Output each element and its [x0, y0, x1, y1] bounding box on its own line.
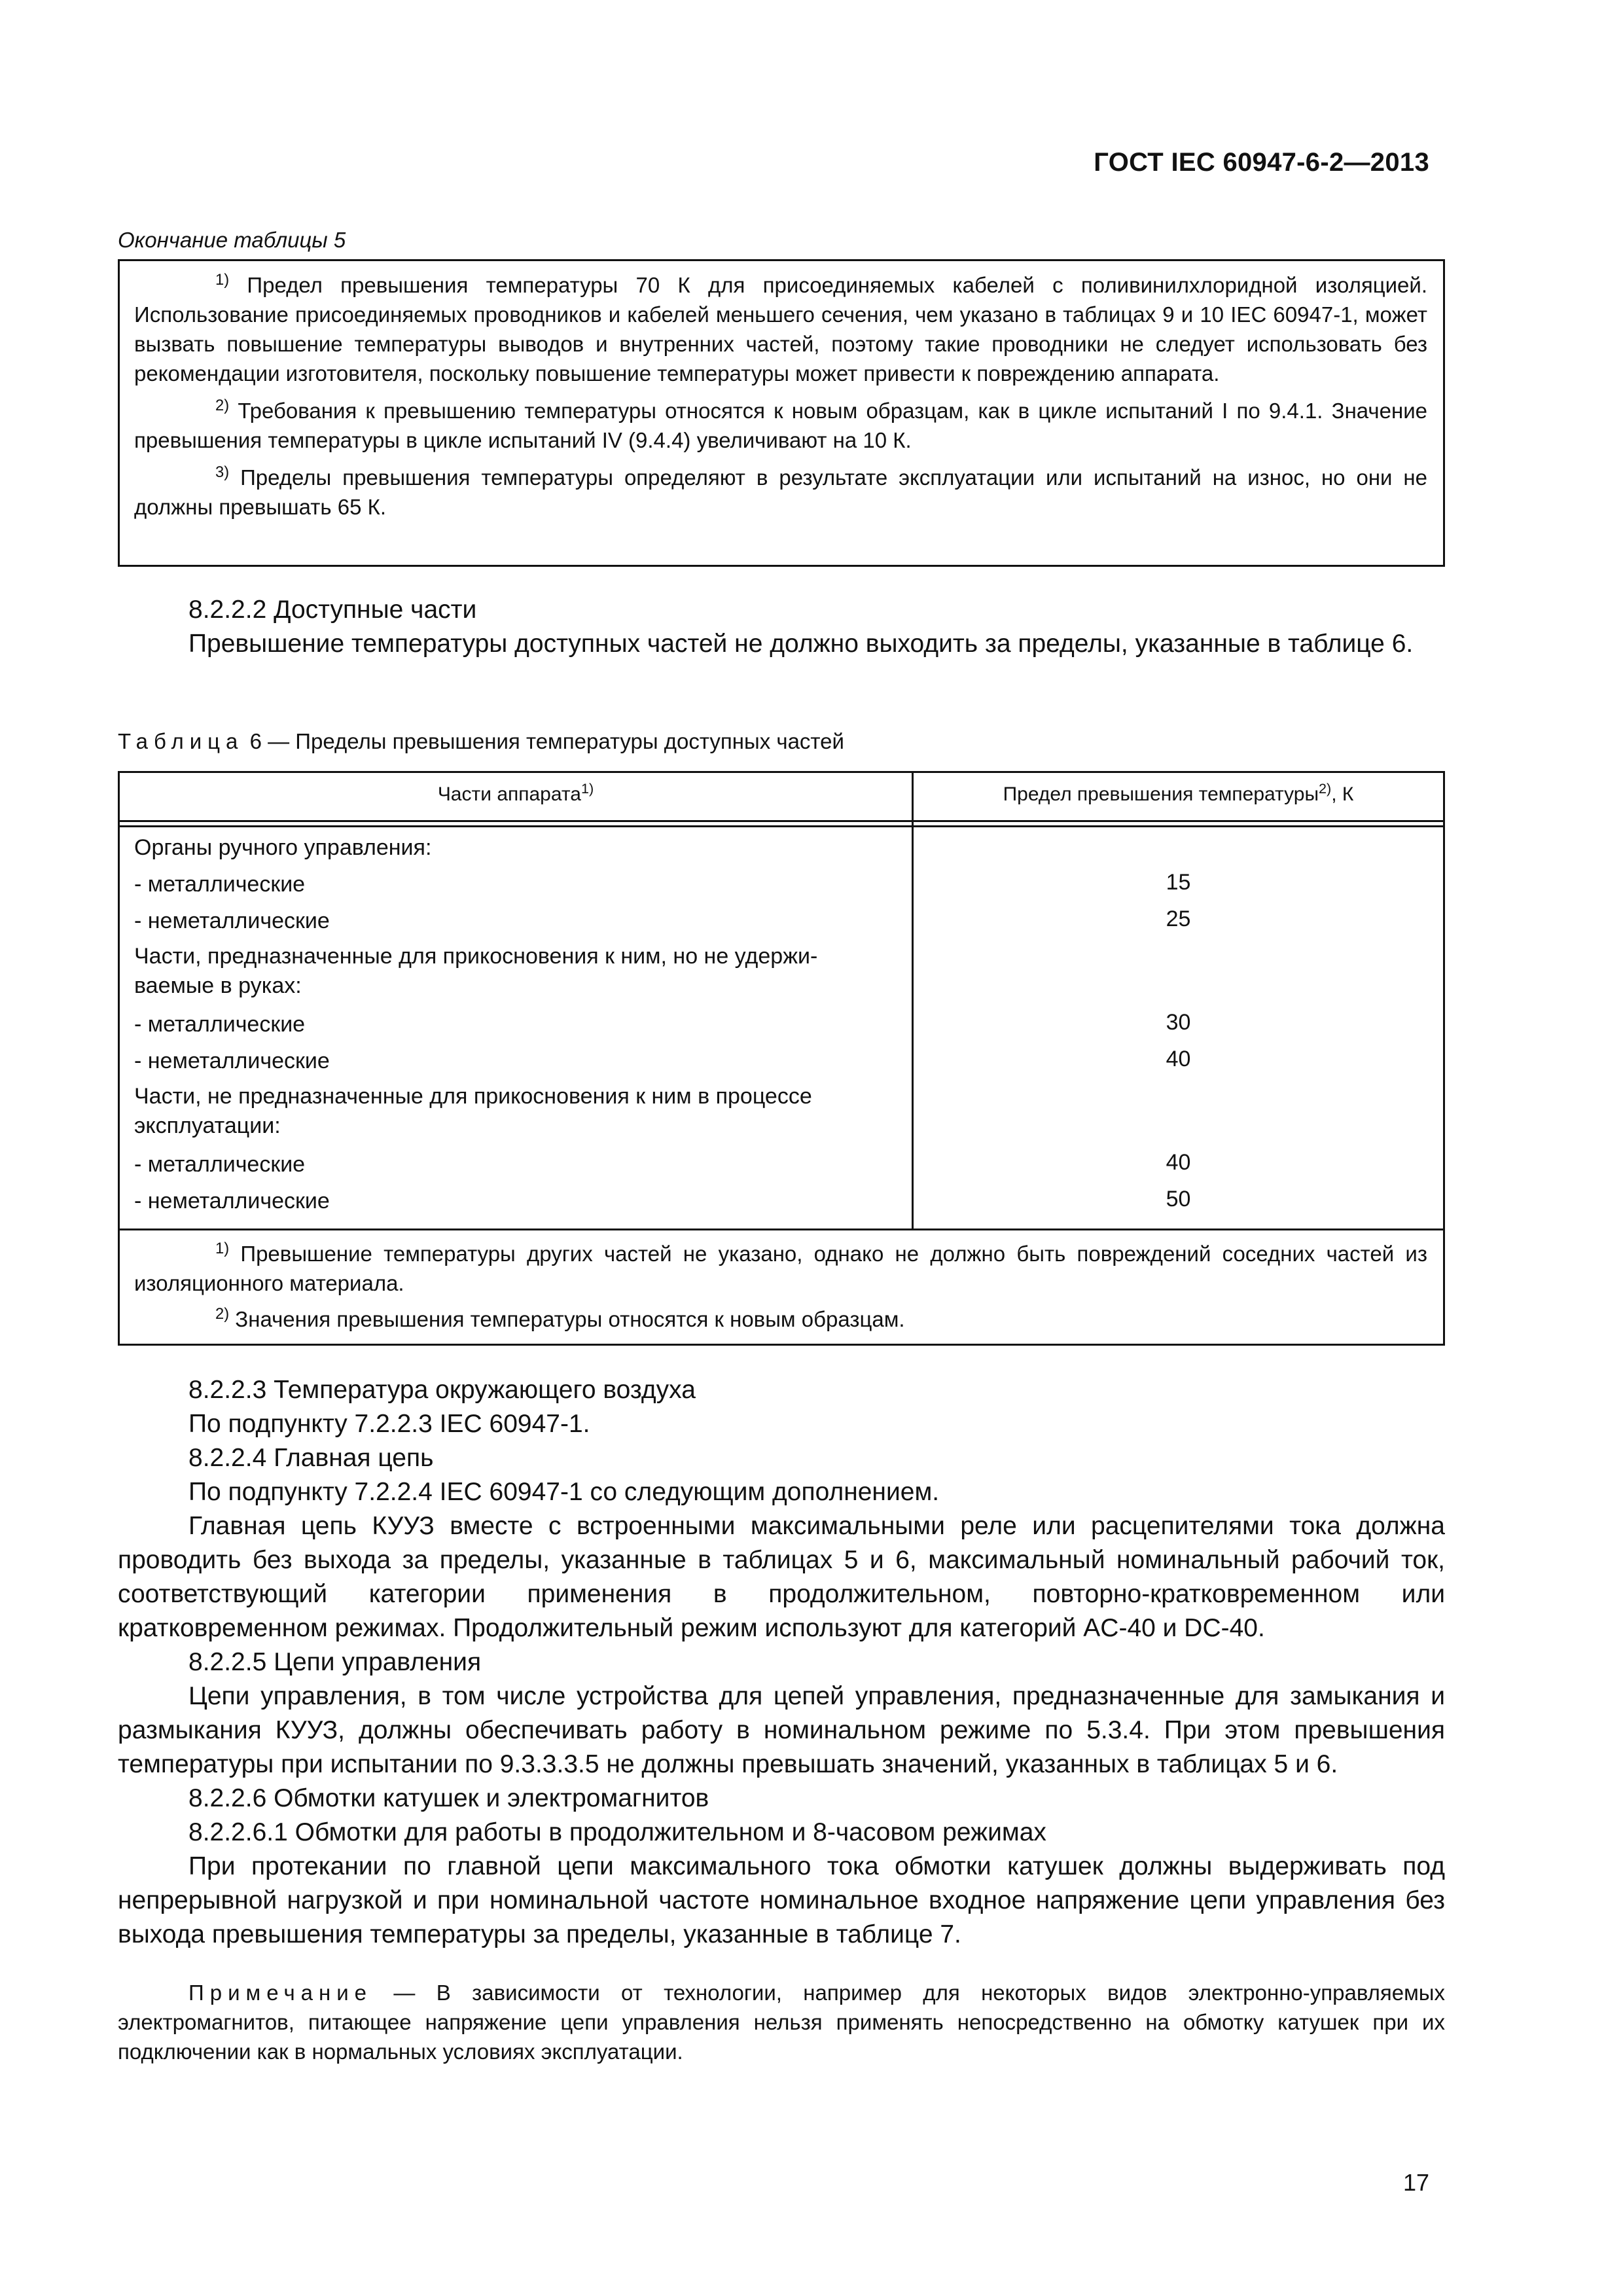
table5-note-3: $^{3)}$ Пределы превышения температуры определяют в результате эксплуатации или испытаний на износ, но они не должны превышать 65 К. [134, 463, 1428, 519]
section-heading: 8.2.2.4 Главная цепь [188, 1444, 434, 1472]
column-header-parts: Части аппарата$^{1)}$ [437, 780, 594, 805]
header-divider [120, 820, 1443, 822]
row-value: 40 [1166, 1047, 1191, 1071]
row-label: - металлические [134, 1152, 306, 1177]
paragraph: При протекании по главной цепи максимального тока обмотки катушек должны выдерживать под непрерывной нагрузкой и при номинальной частоте номинальное входное напряжение цепи управления без выхода превышения температуры за пределы, указанные в таблице 7. [118, 1852, 1445, 1948]
row-value: 25 [1166, 906, 1191, 931]
row-value: 50 [1166, 1187, 1191, 1211]
row-group-label: Части, не предназначенные для прикосновения к ним в процессе эксплуатации: [134, 1084, 812, 1138]
sections-8223-8226 [118, 1373, 1445, 1952]
document-code: ГОСТ IEC 60947-6-2—2013 [1094, 148, 1429, 177]
row-group-label: Органы ручного управления: [134, 835, 432, 860]
column-header-limit: Предел превышения температуры$^{2)}$, К [1003, 780, 1354, 805]
row-value: 15 [1166, 870, 1191, 895]
paragraph: По подпункту 7.2.2.3 IEC 60947-1. [188, 1410, 590, 1438]
note-label: Примечание [188, 1981, 373, 2005]
note [118, 1978, 1445, 2066]
section-heading: 8.2.2.3 Температура окружающего воздуха [188, 1376, 696, 1404]
page-number: 17 [1402, 2169, 1429, 2196]
paragraph: Цепи управления, в том числе устройства для цепей управления, предназначенные для замыкания и размыкания КУУЗ, должны обеспечивать работу в номинальном режиме по 5.3.4. При этом превышения температуры при испытании по 9.3.3.3.5 не должны превышать значений, указанных в таблицах 5 и 6. [118, 1682, 1445, 1778]
section-heading: 8.2.2.2 Доступные части [188, 596, 477, 624]
section-heading: 8.2.2.6.1 Обмотки для работы в продолжительном и 8-часовом режимах [188, 1818, 1046, 1846]
note-text: — В зависимости от технологии, например для некоторых видов электронно-управляемых электромагнитов, питающее напряжение цепи управления нельзя применять непосредственно на обмотку катушек при их подключении как в нормальных условиях эксплуатации. [118, 1981, 1445, 2064]
paragraph: Главная цепь КУУЗ вместе с встроенными максимальными реле или расцепителями тока должна проводить без выхода за пределы, указанные в таблицах 5 и 6, максимальный номинальный рабочий ток, соответствующий категории применения в продолжительном, повторно-кратковременном или кратковременном режимах. Продолжительный режим используют для категорий AC-40 и DC-40. [118, 1512, 1445, 1642]
row-value: 30 [1166, 1010, 1191, 1035]
footnote-divider [120, 1229, 1443, 1230]
table6-footnotes [134, 1239, 1427, 1340]
table6 [118, 771, 1445, 1346]
section-heading: 8.2.2.6 Обмотки катушек и электромагнитов [188, 1784, 709, 1812]
section-8222 [118, 593, 1445, 661]
row-label: - неметаллические [134, 1049, 330, 1073]
section-heading: 8.2.2.5 Цепи управления [188, 1648, 482, 1676]
table5-notes-box [118, 259, 1445, 567]
header-divider-double [120, 825, 1443, 827]
row-value: 40 [1166, 1150, 1191, 1175]
row-label: - неметаллические [134, 908, 330, 933]
table-continuation-label: Окончание таблицы 5 [118, 228, 346, 252]
table6-footnote-2: $^{2)}$ Значения превышения температуры относятся к новым образцам. [215, 1305, 905, 1331]
row-label: - металлические [134, 872, 306, 897]
table6-caption: Таблица 6 — Пределы превышения температуры доступных частей [118, 729, 844, 753]
row-label: - неметаллические [134, 1189, 330, 1213]
table5-note-2: $^{2)}$ Требования к превышению температуры относятся к новым образцам, как в цикле испытаний I по 9.4.1. Значение превышения температуры в цикле испытаний IV (9.4.4) увеличивают на 10 К. [134, 397, 1427, 452]
row-label: - металлические [134, 1012, 306, 1037]
row-group-label: Части, предназначенные для прикосновения к ним, но не удержи- ваемые в руках: [134, 944, 818, 998]
paragraph: Превышение температуры доступных частей не должно выходить за пределы, указанные в таблице 6. [188, 630, 1414, 658]
table6-footnote-1: $^{1)}$ Превышение температуры других частей не указано, однако не должно быть повреждений соседних частей из изоляционного материала. [134, 1240, 1427, 1295]
table5-note-1: $^{1)}$ Предел превышения температуры 70 К для присоединяемых кабелей с поливинилхлоридной изоляцией. Использование присоединяемых проводников и кабелей меньшего сечения, чем указано в таблицах 9 и 10 IEC 60947-1, может вызвать повышение температуры выводов и внутренних частей, поэтому такие проводники не следует использовать без рекомендации изготовителя, поскольку повышение температуры может привести к повреждению аппарата. [134, 271, 1428, 386]
paragraph: По подпункту 7.2.2.4 IEC 60947-1 со следующим дополнением. [188, 1478, 940, 1506]
